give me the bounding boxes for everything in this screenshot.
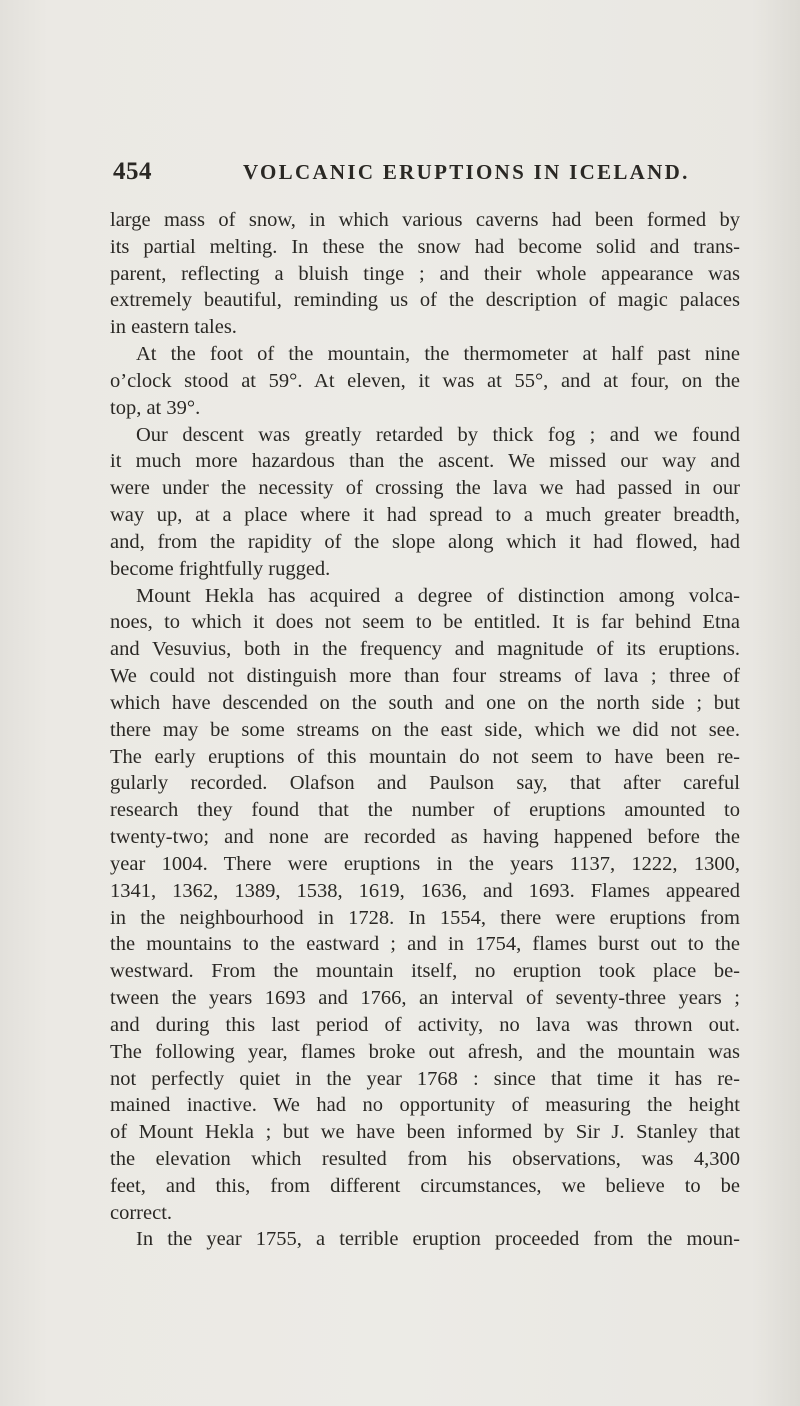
text-line: research they found that the number of eruptions amounted to bbox=[110, 799, 740, 822]
body-text bbox=[110, 207, 740, 1253]
text-line: extremely beautiful, reminding us of the description of magic palaces bbox=[110, 289, 740, 312]
text-line: The following year, flames broke out afresh, and the mountain was bbox=[110, 1040, 740, 1063]
text-line: and Vesuvius, both in the frequency and magnitude of its eruptions. bbox=[110, 638, 740, 661]
text-line: the elevation which resulted from his observations, was 4,300 bbox=[110, 1147, 740, 1170]
text-line: Mount Hekla has acquired a degree of distinction among volca- bbox=[136, 584, 740, 607]
page-number: 454 bbox=[113, 158, 152, 185]
text-line: the mountains to the eastward ; and in 1754, flames burst out to the bbox=[110, 933, 740, 956]
text-line: mained inactive. We had no opportunity of measuring the height bbox=[110, 1094, 740, 1117]
running-head: VOLCANIC ERUPTIONS IN ICELAND. bbox=[243, 160, 690, 184]
text-line: westward. From the mountain itself, no eruption took place be- bbox=[110, 960, 740, 983]
text-line: tween the years 1693 and 1766, an interval of seventy-three years ; bbox=[110, 987, 740, 1010]
text-line: large mass of snow, in which various caverns had been formed by bbox=[110, 209, 740, 231]
text-line: noes, to which it does not seem to be entitled. It is far behind Etna bbox=[110, 611, 740, 634]
text-line: At the foot of the mountain, the thermometer at half past nine bbox=[136, 343, 740, 366]
text-line: We could not distinguish more than four streams of lava ; three of bbox=[110, 665, 740, 688]
page-header bbox=[113, 158, 753, 192]
text-line: it much more hazardous than the ascent. We missed our way and bbox=[110, 450, 740, 473]
text-line: parent, reflecting a bluish tinge ; and their whole appearance was bbox=[110, 262, 740, 285]
text-line: which have descended on the south and one on the north side ; but bbox=[110, 691, 740, 714]
text-line: correct. bbox=[110, 1201, 173, 1224]
text-line: feet, and this, from different circumstances, we believe to be bbox=[110, 1174, 740, 1197]
text-line: in eastern tales. bbox=[110, 316, 237, 339]
text-line: top, at 39°. bbox=[110, 396, 201, 419]
text-line: year 1004. There were eruptions in the years 1137, 1222, 1300, bbox=[110, 852, 740, 875]
text-line: there may be some streams on the east side, which we did not see. bbox=[110, 718, 740, 741]
text-line: become frightfully rugged. bbox=[110, 557, 331, 580]
text-line: in the neighbourhood in 1728. In 1554, there were eruptions from bbox=[110, 906, 740, 929]
text-line: In the year 1755, a terrible eruption proceeded from the moun- bbox=[136, 1228, 740, 1251]
text-line: 1341, 1362, 1389, 1538, 1619, 1636, and 1693. Flames appeared bbox=[110, 879, 740, 902]
text-line: way up, at a place where it had spread to a much greater breadth, bbox=[110, 504, 740, 527]
text-line: o’clock stood at 59°. At eleven, it was at 55°, and at four, on the bbox=[110, 369, 740, 392]
text-line: and during this last period of activity, no lava was thrown out. bbox=[110, 1013, 740, 1036]
text-line: were under the necessity of crossing the lava we had passed in our bbox=[110, 477, 740, 500]
text-line: of Mount Hekla ; but we have been informed by Sir J. Stanley that bbox=[110, 1121, 740, 1144]
text-line: and, from the rapidity of the slope along which it had flowed, had bbox=[110, 530, 740, 553]
text-line: gularly recorded. Olafson and Paulson say, that after careful bbox=[110, 772, 740, 795]
text-line: Our descent was greatly retarded by thick fog ; and we found bbox=[136, 423, 740, 446]
text-line: The early eruptions of this mountain do not seem to have been re- bbox=[110, 745, 740, 768]
text-line: not perfectly quiet in the year 1768 : since that time it has re- bbox=[110, 1067, 740, 1090]
text-line: twenty-two; and none are recorded as having happened before the bbox=[110, 826, 740, 849]
text-line: its partial melting. In these the snow had become solid and trans- bbox=[110, 235, 740, 258]
